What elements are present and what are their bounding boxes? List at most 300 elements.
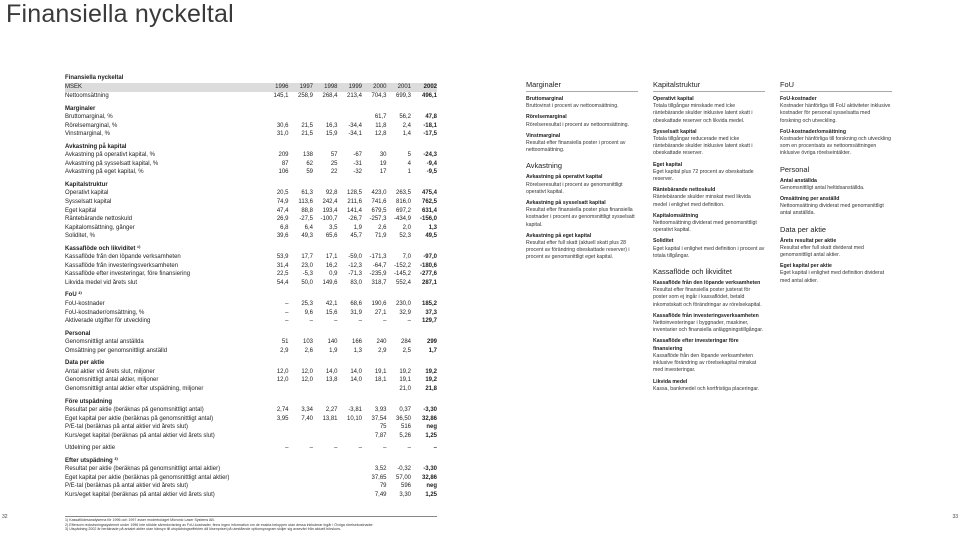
row-value: 2,5 — [402, 347, 411, 354]
row-value: -152,2 — [393, 262, 411, 269]
table-row — [65, 232, 437, 241]
row-label: Kassaflöde från den löpande verksamheten — [65, 254, 181, 261]
row-label: Kassaflöde efter investeringar, före finansiering — [65, 271, 191, 278]
row-value: 15,6 — [325, 309, 338, 316]
row-value — [338, 423, 363, 432]
definition: Eget kapital plus 72 procent av obeskattade reserver. — [653, 168, 754, 183]
row-value: 32,86 — [421, 474, 437, 481]
row-value: 25 — [330, 160, 338, 167]
row-value: 3,30 — [399, 491, 411, 498]
row-value: -59,0 — [348, 254, 362, 261]
row-value: 49,5 — [425, 233, 437, 240]
row-value: 17 — [379, 169, 387, 176]
row-value: 2,9 — [378, 347, 387, 354]
row-value: – — [358, 445, 362, 452]
row-value: 56,2 — [399, 114, 411, 121]
row-value: 25,3 — [301, 301, 313, 308]
row-value — [289, 465, 314, 474]
term: Vinstmarginal — [526, 132, 561, 139]
row-label: Kapitalomsättning, gånger — [65, 224, 135, 231]
row-label: Eget kapital per aktie (beräknas på genomsnittligt antal aktier) — [65, 474, 230, 481]
row-value: – — [358, 318, 362, 325]
definition: Rörelseresultat i procent av nettoomsättning. — [526, 121, 629, 128]
row-value: 145,1 — [273, 93, 289, 99]
column-subheading: Avkastning — [526, 161, 563, 171]
row-value — [313, 385, 338, 394]
row-value: 7,49 — [374, 491, 387, 498]
row-label: FoU-kostnader — [65, 301, 105, 308]
table-row — [65, 406, 437, 415]
term: Antal anställda — [780, 177, 817, 184]
row-value — [289, 474, 314, 483]
row-value — [264, 491, 289, 500]
definitions-column-3 — [780, 80, 892, 285]
definition: Nettoomsättning dividerat med genomsnittligt antal anställda. — [780, 203, 884, 217]
definition: Räntebärande skulder minskat med likvida medel i enlighet med definition. — [653, 194, 751, 208]
definition: Resultat efter finansiella poster plus finansiella kostnader i procent av genomsnittligt sysselsatt kapital. — [526, 207, 635, 228]
footnote: 1) Kassaflödesanalyserna för 1996 och 1997 avser moderbolaget Micronic Laser Systems AB. — [65, 518, 215, 522]
row-value: – — [407, 318, 411, 325]
row-value: -34,4 — [348, 122, 362, 129]
row-value: neg — [426, 424, 437, 431]
row-value: 318,7 — [371, 279, 387, 286]
row-value: 190,6 — [371, 301, 387, 308]
row-value: -100,7 — [320, 216, 338, 223]
footnote-divider — [65, 516, 437, 517]
row-label: Soliditet, % — [65, 233, 96, 240]
table-title: Finansiella nyckeltal — [65, 75, 124, 81]
table-row — [65, 444, 437, 453]
row-label: Avkastning på eget kapital, % — [65, 169, 144, 176]
row-value — [264, 423, 289, 432]
footnote: 3) Utspädning 2002 är beräknade på antalet aktier utan hänsyn till utspädningseffekten då lösenpriset på utestående optionsprogram skiljer sig avsevärt från aktuell börskurs. — [65, 527, 342, 532]
footnote: 2) Eftersom redovisningssystemet under 1996 inte stödde särredovisning av FoU-kostnader, finns ingen information om de exakta beloppen utan dessa inkluderar ingår i Övriga rörelsekostnader. — [65, 522, 374, 527]
row-value: 74,9 — [276, 199, 289, 206]
definition: Kassa, bankmedel och kortfristiga placeringar. — [653, 385, 760, 392]
row-value: 631,4 — [421, 207, 437, 214]
table-row — [65, 130, 437, 139]
row-value: 75 — [379, 424, 387, 431]
row-value: -3,81 — [348, 407, 362, 414]
table-row — [65, 423, 437, 432]
row-value: 19,2 — [425, 368, 437, 375]
row-label: Kurs/eget kapital (beräknas på antal aktier vid årets slut) — [65, 432, 215, 439]
row-value — [264, 482, 289, 491]
row-value — [338, 113, 363, 122]
row-value: 26,9 — [276, 216, 289, 223]
row-value: 185,2 — [421, 301, 437, 308]
row-value: 47,4 — [276, 207, 289, 214]
row-label: Avkastning på sysselsatt kapital, % — [65, 160, 159, 167]
row-value: 7,0 — [402, 254, 411, 261]
row-value: 30 — [379, 152, 387, 159]
row-value: -32 — [353, 169, 362, 176]
row-value: 2,6 — [378, 224, 387, 231]
row-value: -156,0 — [419, 216, 437, 223]
term: Bruttomarginal — [526, 96, 564, 102]
table-row — [65, 113, 437, 122]
column-subheading: Kassaflöde och likviditet — [653, 267, 732, 277]
row-label: Likvida medel vid årets slut — [65, 279, 138, 286]
row-value: 1,25 — [425, 432, 437, 439]
column-heading: FoU — [780, 80, 892, 92]
table-row — [65, 168, 437, 177]
row-value: 22,5 — [276, 271, 289, 278]
row-value — [264, 385, 289, 394]
row-value: -0,32 — [397, 466, 411, 473]
row-value — [289, 491, 314, 500]
row-value — [289, 432, 314, 441]
year-header: 2002 — [423, 84, 437, 90]
definition: Nettoomsättning dividerat med genomsnittligt operativt kapital. — [653, 220, 757, 234]
row-value: 1 — [407, 169, 411, 176]
row-value — [264, 474, 289, 483]
definition: Eget kapital i enlighet med definition dividerat med antal aktier. — [780, 270, 885, 284]
row-value: 193,4 — [322, 207, 338, 214]
table-row — [65, 151, 437, 160]
row-value: 61,7 — [374, 114, 387, 121]
page-title: Finansiella nyckeltal — [6, 0, 234, 28]
row-value: 516 — [400, 424, 411, 431]
table-row — [65, 270, 437, 279]
definition: Rörelseresultat i procent av genomsnittligt operativt kapital. — [526, 181, 623, 195]
row-value: -71,3 — [348, 271, 362, 278]
row-value: 2,6 — [304, 347, 313, 354]
row-value: 13,81 — [322, 415, 338, 422]
term: Avkastning på operativt kapital — [526, 174, 603, 181]
row-value: 129,7 — [421, 318, 437, 325]
row-value: 23,0 — [301, 262, 313, 269]
row-value: 17,7 — [301, 254, 313, 261]
row-value: 12,0 — [276, 368, 289, 375]
row-value: -9,5 — [426, 169, 437, 176]
section-heading: FoU ²⁾ — [65, 292, 82, 299]
row-label: Resultat per aktie (beräknas på genomsnittligt antal aktier) — [65, 466, 221, 473]
table-row — [65, 262, 437, 271]
row-value: 6,4 — [304, 224, 313, 231]
row-value: 141,4 — [346, 207, 362, 214]
row-label: Vinstmarginal, % — [65, 131, 110, 138]
row-value: 15,9 — [325, 131, 338, 138]
key-figures-table — [65, 74, 437, 500]
row-value: 68,6 — [350, 301, 362, 308]
definition: Totala tillgångar minskade med icke räntebärande skulder inklusive latent skatt i obeskattade reserver och likvida medel. — [653, 103, 753, 124]
row-value: 14,0 — [350, 377, 362, 384]
row-value: 37,54 — [371, 415, 387, 422]
row-value: 2,4 — [402, 122, 411, 129]
row-value: – — [285, 318, 289, 325]
row-value — [313, 423, 338, 432]
row-value: 113,6 — [298, 199, 313, 206]
term: Soliditet — [653, 238, 674, 245]
row-value: 762,5 — [421, 199, 437, 206]
table-row — [65, 198, 437, 207]
table-row — [65, 338, 437, 347]
row-value: 0,37 — [399, 407, 411, 414]
row-value: 54,4 — [276, 279, 289, 286]
row-value: 21,0 — [399, 385, 411, 392]
row-label: FoU-kostnader/omsättning, % — [65, 309, 145, 316]
row-value: – — [285, 445, 289, 452]
row-value: 47,8 — [425, 114, 437, 121]
definition: Nettoinvesteringar i byggnader, maskiner, inventarier och finansiella anläggningstillgångar. — [653, 320, 764, 334]
row-value: 1,9 — [329, 347, 338, 354]
row-value: 1,7 — [428, 347, 437, 354]
row-value: 106 — [278, 169, 289, 176]
table-row — [65, 317, 437, 326]
row-value — [338, 432, 363, 441]
row-value: 1,4 — [402, 131, 411, 138]
term: Likvida medel — [653, 378, 688, 385]
page-number-left: 32 — [2, 514, 8, 520]
table-row — [65, 491, 437, 500]
row-value: -180,6 — [419, 262, 437, 269]
row-value: -12,3 — [348, 262, 362, 269]
term: Avkastning på eget kapital — [526, 232, 592, 239]
term: FoU-kostnader — [780, 96, 817, 102]
term: Kassaflöde från investeringsverksamheten — [653, 312, 759, 319]
term: Kassaflöde från den löpande verksamheten — [653, 280, 761, 287]
row-label: Avkastning på operativt kapital, % — [65, 152, 155, 159]
row-value: 140 — [327, 339, 338, 346]
row-value — [289, 385, 314, 394]
definitions-column-2 — [653, 80, 765, 393]
row-value: 30,6 — [276, 122, 289, 129]
row-value — [313, 482, 338, 491]
row-value: 1,25 — [425, 491, 437, 498]
row-value: -27,5 — [299, 216, 313, 223]
row-value — [313, 491, 338, 500]
column-subheading: Data per aktie — [780, 224, 827, 234]
row-value — [289, 113, 314, 122]
row-value — [289, 423, 314, 432]
section-heading: Avkastning på kapital — [65, 143, 127, 150]
row-value: 5,26 — [399, 432, 411, 439]
row-value: 10,10 — [346, 415, 362, 422]
row-value: 59 — [306, 169, 313, 176]
row-value: – — [407, 445, 411, 452]
row-label: Genomsnittligt antal anställda — [65, 339, 144, 346]
row-label: Resultat per aktie (beräknas på genomsnittligt antal) — [65, 407, 204, 414]
definitions-column-1 — [526, 80, 638, 262]
section-heading: Kapitalstruktur — [65, 181, 108, 188]
row-value: 699,3 — [395, 93, 411, 99]
row-value: 18,1 — [374, 377, 387, 384]
row-value: 14,0 — [325, 368, 338, 375]
row-value: 2,27 — [325, 407, 338, 414]
section-heading: Efter utspädning ³⁾ — [65, 457, 118, 464]
row-value: 57,00 — [395, 474, 411, 481]
row-value: 12,0 — [301, 377, 313, 384]
row-label: Kassaflöde från investeringsverksamheten — [65, 262, 179, 269]
row-label: Omsättning per genomsnittligt anställd — [65, 347, 168, 354]
row-label: Räntebärande nettoskuld — [65, 216, 133, 223]
row-value: – — [334, 318, 338, 325]
column-heading: Marginaler — [526, 80, 638, 92]
row-value: 1,9 — [353, 224, 362, 231]
row-value: – — [309, 445, 313, 452]
row-label: Eget kapital per aktie (beräknas på genomsnittligt antal) — [65, 415, 214, 422]
year-header: 1999 — [348, 84, 362, 90]
row-value: -145,2 — [393, 271, 411, 278]
row-value: -64,7 — [372, 262, 387, 269]
row-value: 87 — [281, 160, 289, 167]
row-value: 20,5 — [276, 190, 289, 197]
definition: Kostnader hänförliga till FoU aktiviteter inklusive kostnader för personal sysselsatta med forskning och utveckling. — [780, 103, 891, 124]
row-value: 27,1 — [374, 309, 387, 316]
table-row — [65, 385, 437, 394]
row-label: Eget kapital — [65, 207, 97, 214]
row-label: Antal aktier vid årets slut, miljoner — [65, 368, 155, 375]
row-value: 36,50 — [395, 415, 411, 422]
row-value: -235,9 — [369, 271, 387, 278]
row-value: 268,4 — [322, 93, 338, 99]
term: FoU-kostnader/omsättning — [780, 128, 846, 135]
section-heading: Personal — [65, 330, 91, 337]
row-value: -5,3 — [302, 271, 313, 278]
row-value: 2,74 — [276, 407, 289, 414]
row-value: 13,8 — [325, 377, 338, 384]
term: Kassaflöde efter investeringar före finansiering — [653, 338, 739, 352]
row-value: 149,6 — [322, 279, 338, 286]
row-label: Rörelsemarginal, % — [65, 122, 118, 129]
row-value: 32,86 — [421, 415, 437, 422]
row-value: 258,9 — [297, 93, 313, 99]
row-value: 16,3 — [325, 122, 338, 129]
row-label: Utdelning per aktie — [65, 445, 116, 452]
row-value: 1,3 — [428, 224, 437, 231]
footnotes — [65, 518, 373, 532]
table-row — [65, 160, 437, 169]
row-value: 53,9 — [276, 254, 289, 261]
row-value: 11,8 — [375, 122, 387, 129]
term: Eget kapital per aktie — [780, 263, 832, 270]
row-value: – — [433, 445, 437, 452]
row-value: 596 — [400, 483, 411, 490]
row-value: 19,2 — [425, 377, 437, 384]
row-value: – — [383, 445, 387, 452]
row-value — [264, 113, 289, 122]
row-label: Bruttomarginal, % — [65, 114, 113, 121]
row-value: 423,0 — [371, 190, 387, 197]
row-value: 2,0 — [402, 224, 411, 231]
row-value: 475,4 — [421, 190, 437, 197]
table-row — [65, 309, 437, 318]
year-header: 2000 — [373, 84, 387, 90]
row-value: 31,9 — [350, 309, 362, 316]
row-label: Sysselsatt kapital — [65, 199, 112, 206]
year-header: 1997 — [299, 84, 313, 90]
row-value: -31 — [353, 160, 362, 167]
row-value — [338, 491, 363, 500]
row-value: neg — [426, 483, 437, 490]
row-value: 21,5 — [301, 131, 313, 138]
year-header: 1998 — [324, 84, 338, 90]
row-value: -17,5 — [423, 131, 437, 138]
row-value: 679,5 — [371, 207, 387, 214]
row-value: 741,6 — [371, 199, 387, 206]
definition: Resultat efter finansiella poster justerat för poster som ej ingår i kassaflödet, betald inkomstskatt och förändringar av rörelsekapital. — [653, 287, 762, 308]
row-value: 12,0 — [276, 377, 289, 384]
row-value: -3,30 — [423, 466, 437, 473]
row-value: 37,65 — [371, 474, 387, 481]
table-row — [65, 482, 437, 491]
row-label: Nettoomsättning — [65, 93, 109, 99]
row-value: -67 — [353, 152, 362, 159]
row-value: 816,0 — [395, 199, 411, 206]
row-value: 1,3 — [353, 347, 362, 354]
row-value — [313, 432, 338, 441]
table-row — [65, 224, 437, 233]
row-value: 51 — [281, 339, 289, 346]
row-value: 22 — [330, 169, 338, 176]
row-value — [338, 465, 363, 474]
row-value: 287,1 — [421, 279, 437, 286]
table-row — [65, 432, 437, 441]
row-value: -9,4 — [426, 160, 437, 167]
column-heading: Kapitalstruktur — [653, 80, 765, 92]
row-value: 6,8 — [280, 224, 289, 231]
row-label: Genomsnittligt antal aktier, miljoner — [65, 377, 159, 384]
row-value: 45,7 — [350, 233, 362, 240]
row-value: -277,6 — [419, 271, 437, 278]
row-value: 299 — [426, 339, 437, 346]
table-header-label: MSEK — [65, 84, 83, 90]
row-value — [289, 482, 314, 491]
definition: Resultat efter full skatt (aktuell skatt plus 28 procent av förändring obeskattade reserver) i procent av genomsnittligt eget kapital. — [526, 240, 630, 261]
table-row — [65, 368, 437, 377]
term: Sysselsatt kapital — [653, 128, 697, 135]
table-row — [65, 207, 437, 216]
table-row — [65, 92, 437, 101]
row-value: 71,9 — [374, 233, 387, 240]
table-row — [65, 189, 437, 198]
term: Operativt kapital — [653, 96, 694, 102]
term: Eget kapital — [653, 161, 683, 168]
row-value: – — [334, 445, 338, 452]
row-value: 209 — [278, 152, 289, 159]
row-value: 52,3 — [399, 233, 411, 240]
table-row — [65, 347, 437, 356]
definition: Genomsnittligt antal heltidsanställda. — [780, 184, 865, 191]
term: Rörelsemarginal — [526, 114, 567, 121]
row-value: 19,2 — [399, 368, 411, 375]
row-value — [313, 113, 338, 122]
row-value: 3,52 — [374, 466, 387, 473]
section-heading: Kassaflöde och likviditet ¹⁾ — [65, 245, 141, 252]
row-value: 7,87 — [374, 432, 387, 439]
row-value: – — [285, 301, 289, 308]
row-value: 240 — [376, 339, 387, 346]
row-label: Aktiverade utgifter för utveckling — [65, 318, 151, 325]
term: Kapitalomsättning — [653, 212, 699, 219]
section-heading: Före utspädning — [65, 398, 112, 405]
row-value — [264, 465, 289, 474]
row-label: Genomsnittligt antal aktier efter utspädning, miljoner — [65, 385, 204, 392]
row-value: -26,7 — [348, 216, 362, 223]
table-row — [65, 376, 437, 385]
table-row — [65, 474, 437, 483]
section-heading: Data per aktie — [65, 360, 105, 367]
row-label: P/E-tal (beräknas på antal aktier vid årets slut) — [65, 483, 189, 490]
table-header — [65, 83, 437, 92]
row-value: -97,0 — [423, 254, 437, 261]
row-value: 213,4 — [346, 93, 362, 99]
table-row — [65, 415, 437, 424]
row-value: 697,2 — [395, 207, 411, 214]
row-value: 21,8 — [425, 385, 437, 392]
row-value: -171,3 — [369, 254, 387, 261]
